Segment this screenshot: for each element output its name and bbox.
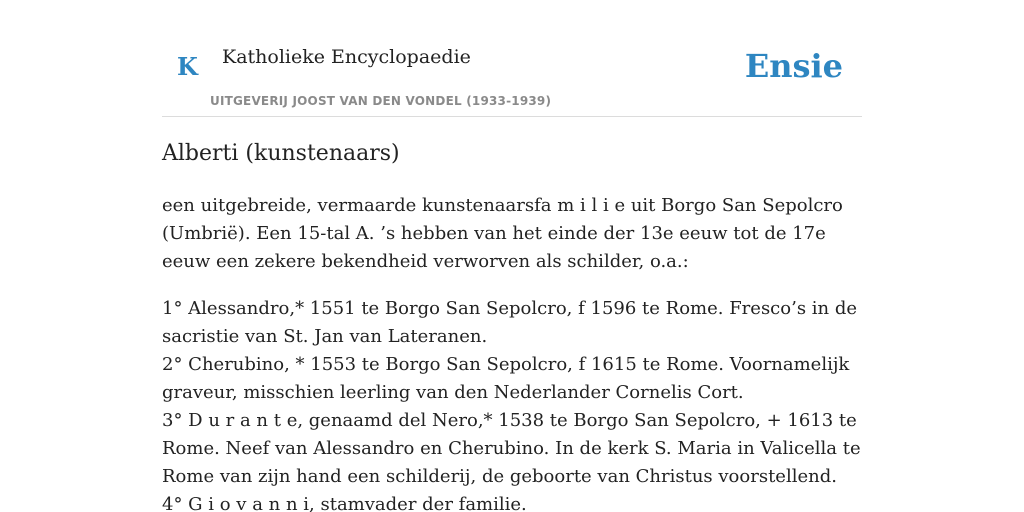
publisher-label: UITGEVERIJ JOOST VAN DEN VONDEL (1933-1939) [210, 94, 552, 108]
article-title: Alberti (kunstenaars) [162, 141, 400, 166]
entry-item: 3° D u r a n t e, genaamd del Nero,* 1538 te Borgo San Sepolcro, + 1613 te Rome. Neef van Alessandro en Cherubino. In de kerk S. Maria in Valicella te Rome van zijn hand een schilderij, de geboorte van Christus voorstellend. [162, 410, 861, 487]
entry-item: 4° G i o v a n n i, stamvader der familie. [162, 494, 527, 512]
entry-item: 1° Alessandro,* 1551 te Borgo San Sepolcro, f 1596 te Rome. Fresco’s in de sacristie van St. Jan van Lateranen. [162, 298, 858, 347]
encyclopedia-logo[interactable]: K [177, 52, 198, 81]
site-header [162, 0, 862, 117]
ensie-brand-link[interactable]: Ensie [744, 47, 843, 85]
article-entries [162, 295, 862, 512]
article-intro: een uitgebreide, vermaarde kunstenaarsfa m i l i e uit Borgo San Sepolcro (Umbrië). Een 15-tal A. ’s hebben van het einde der 13e eeuw tot de 17e eeuw een zekere bekendheid verworven als schilder, o.a.: [162, 195, 843, 272]
page [162, 0, 862, 512]
article-body [162, 192, 862, 512]
encyclopedia-title-link[interactable]: Katholieke Encyclopaedie [222, 46, 471, 68]
entry-item: 2° Cherubino, * 1553 te Borgo San Sepolcro, f 1615 te Rome. Voornamelijk graveur, misschien leerling van den Nederlander Cornelis Cort. [162, 354, 850, 403]
